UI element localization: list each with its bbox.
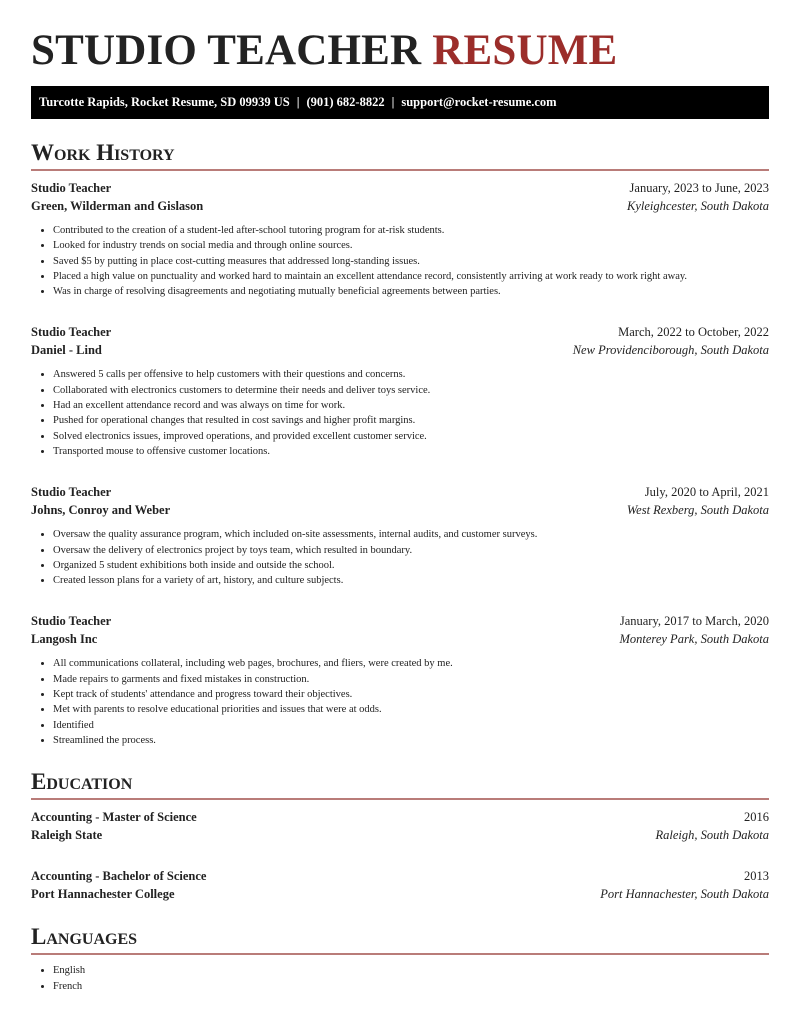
job-location: Monterey Park, South Dakota — [619, 632, 769, 647]
job-title: Studio Teacher — [31, 485, 112, 500]
job-bullet: • Made repairs to garments and fixed mistakes in construction. — [53, 672, 769, 687]
job-bullet: • Organized 5 student exhibitions both inside and outside the school. — [53, 558, 769, 573]
job-bullet: • Oversaw the delivery of electronics project by toys team, which resulted in boundary. — [53, 543, 769, 558]
job-bullet: • Kept track of students' attendance and progress toward their objectives. — [53, 687, 769, 702]
contact-phone: (901) 682-8822 — [306, 95, 385, 109]
job-bullets — [31, 223, 769, 299]
job-entry — [31, 483, 769, 588]
edu-school: Raleigh State — [31, 828, 103, 843]
job-bullet: • Streamlined the process. — [53, 733, 769, 748]
work-history-list — [31, 179, 769, 748]
job-entry — [31, 179, 769, 299]
job-title: Studio Teacher — [31, 614, 112, 629]
section-work-history: Work History — [31, 141, 769, 171]
job-bullet: • Was in charge of resolving disagreements and negotiating mutually beneficial agreements between parties. — [53, 284, 769, 299]
job-dates: July, 2020 to April, 2021 — [644, 485, 769, 500]
job-dates: January, 2023 to June, 2023 — [629, 181, 769, 195]
contact-email[interactable]: support@rocket-resume.com — [401, 95, 557, 109]
job-entry — [31, 612, 769, 748]
edu-location: Raleigh, South Dakota — [655, 828, 769, 843]
job-bullet: • All communications collateral, including web pages, brochures, and fliers, were created by me. — [53, 656, 769, 671]
job-bullet: • Looked for industry trends on social media and through online sources. — [53, 238, 769, 253]
language-item: • English — [53, 963, 769, 978]
education-list — [31, 808, 769, 903]
edu-location: Port Hannachester, South Dakota — [600, 887, 769, 902]
edu-school: Port Hannachester College — [31, 887, 175, 902]
job-bullet: • Collaborated with electronics customers to determine their needs and deliver toys service. — [53, 383, 769, 398]
job-location: New Providenciborough, South Dakota — [572, 343, 769, 358]
job-company: Johns, Conroy and Weber — [31, 503, 171, 518]
job-bullets — [31, 367, 769, 459]
job-bullets — [31, 656, 769, 748]
separator: | — [391, 95, 395, 109]
job-entry — [31, 323, 769, 459]
job-bullet: • Met with parents to resolve educational priorities and issues that were at odds. — [53, 702, 769, 717]
job-location: Kyleighcester, South Dakota — [627, 199, 769, 213]
edu-year: 2013 — [744, 869, 769, 884]
job-location: West Rexberg, South Dakota — [626, 503, 769, 518]
job-company: Daniel - Lind — [31, 343, 102, 358]
job-bullet: • Placed a high value on punctuality and worked hard to maintain an excellent attendance record, consistently arriving at work ready to work right away. — [53, 269, 769, 284]
job-bullet: • Answered 5 calls per offensive to help customers with their questions and concerns. — [53, 367, 769, 382]
education-entry — [31, 808, 769, 844]
resume-title — [31, 0, 769, 74]
contact-bar — [31, 86, 769, 119]
job-company: Langosh Inc — [31, 632, 98, 647]
section-education: Education — [31, 770, 769, 800]
job-bullet: • Oversaw the quality assurance program, which included on-site assessments, internal audits, and customer surveys. — [53, 527, 769, 542]
job-title: Studio Teacher — [31, 181, 112, 195]
edu-year: 2016 — [744, 810, 769, 825]
job-dates: January, 2017 to March, 2020 — [619, 614, 769, 629]
job-bullet: • Had an excellent attendance record and was always on time for work. — [53, 398, 769, 413]
title-main: STUDIO TEACHER — [31, 27, 422, 74]
job-bullet: • Identified — [53, 718, 769, 733]
job-bullet: • Saved $5 by putting in place cost-cutting measures that addressed long-standing issues. — [53, 254, 769, 269]
job-bullet: • Pushed for operational changes that resulted in cost savings and higher profit margins. — [53, 413, 769, 428]
edu-degree: Accounting - Bachelor of Science — [31, 869, 207, 884]
job-bullet: • Created lesson plans for a variety of art, history, and culture subjects. — [53, 573, 769, 588]
job-dates: March, 2022 to October, 2022 — [618, 325, 769, 340]
edu-degree: Accounting - Master of Science — [31, 810, 197, 825]
languages-list — [31, 963, 769, 994]
section-languages: Languages — [31, 925, 769, 955]
job-company: Green, Wilderman and Gislason — [31, 199, 204, 213]
job-bullet: • Transported mouse to offensive customer locations. — [53, 444, 769, 459]
job-title: Studio Teacher — [31, 325, 112, 340]
separator: | — [296, 95, 300, 109]
education-entry — [31, 867, 769, 903]
job-bullets — [31, 527, 769, 588]
job-bullet: • Solved electronics issues, improved operations, and provided excellent customer service. — [53, 429, 769, 444]
job-bullet: • Contributed to the creation of a student-led after-school tutoring program for at-risk students. — [53, 223, 769, 238]
title-accent: RESUME — [432, 27, 618, 74]
language-item: • French — [53, 979, 769, 994]
contact-address: Turcotte Rapids, Rocket Resume, SD 09939 US — [39, 95, 290, 109]
